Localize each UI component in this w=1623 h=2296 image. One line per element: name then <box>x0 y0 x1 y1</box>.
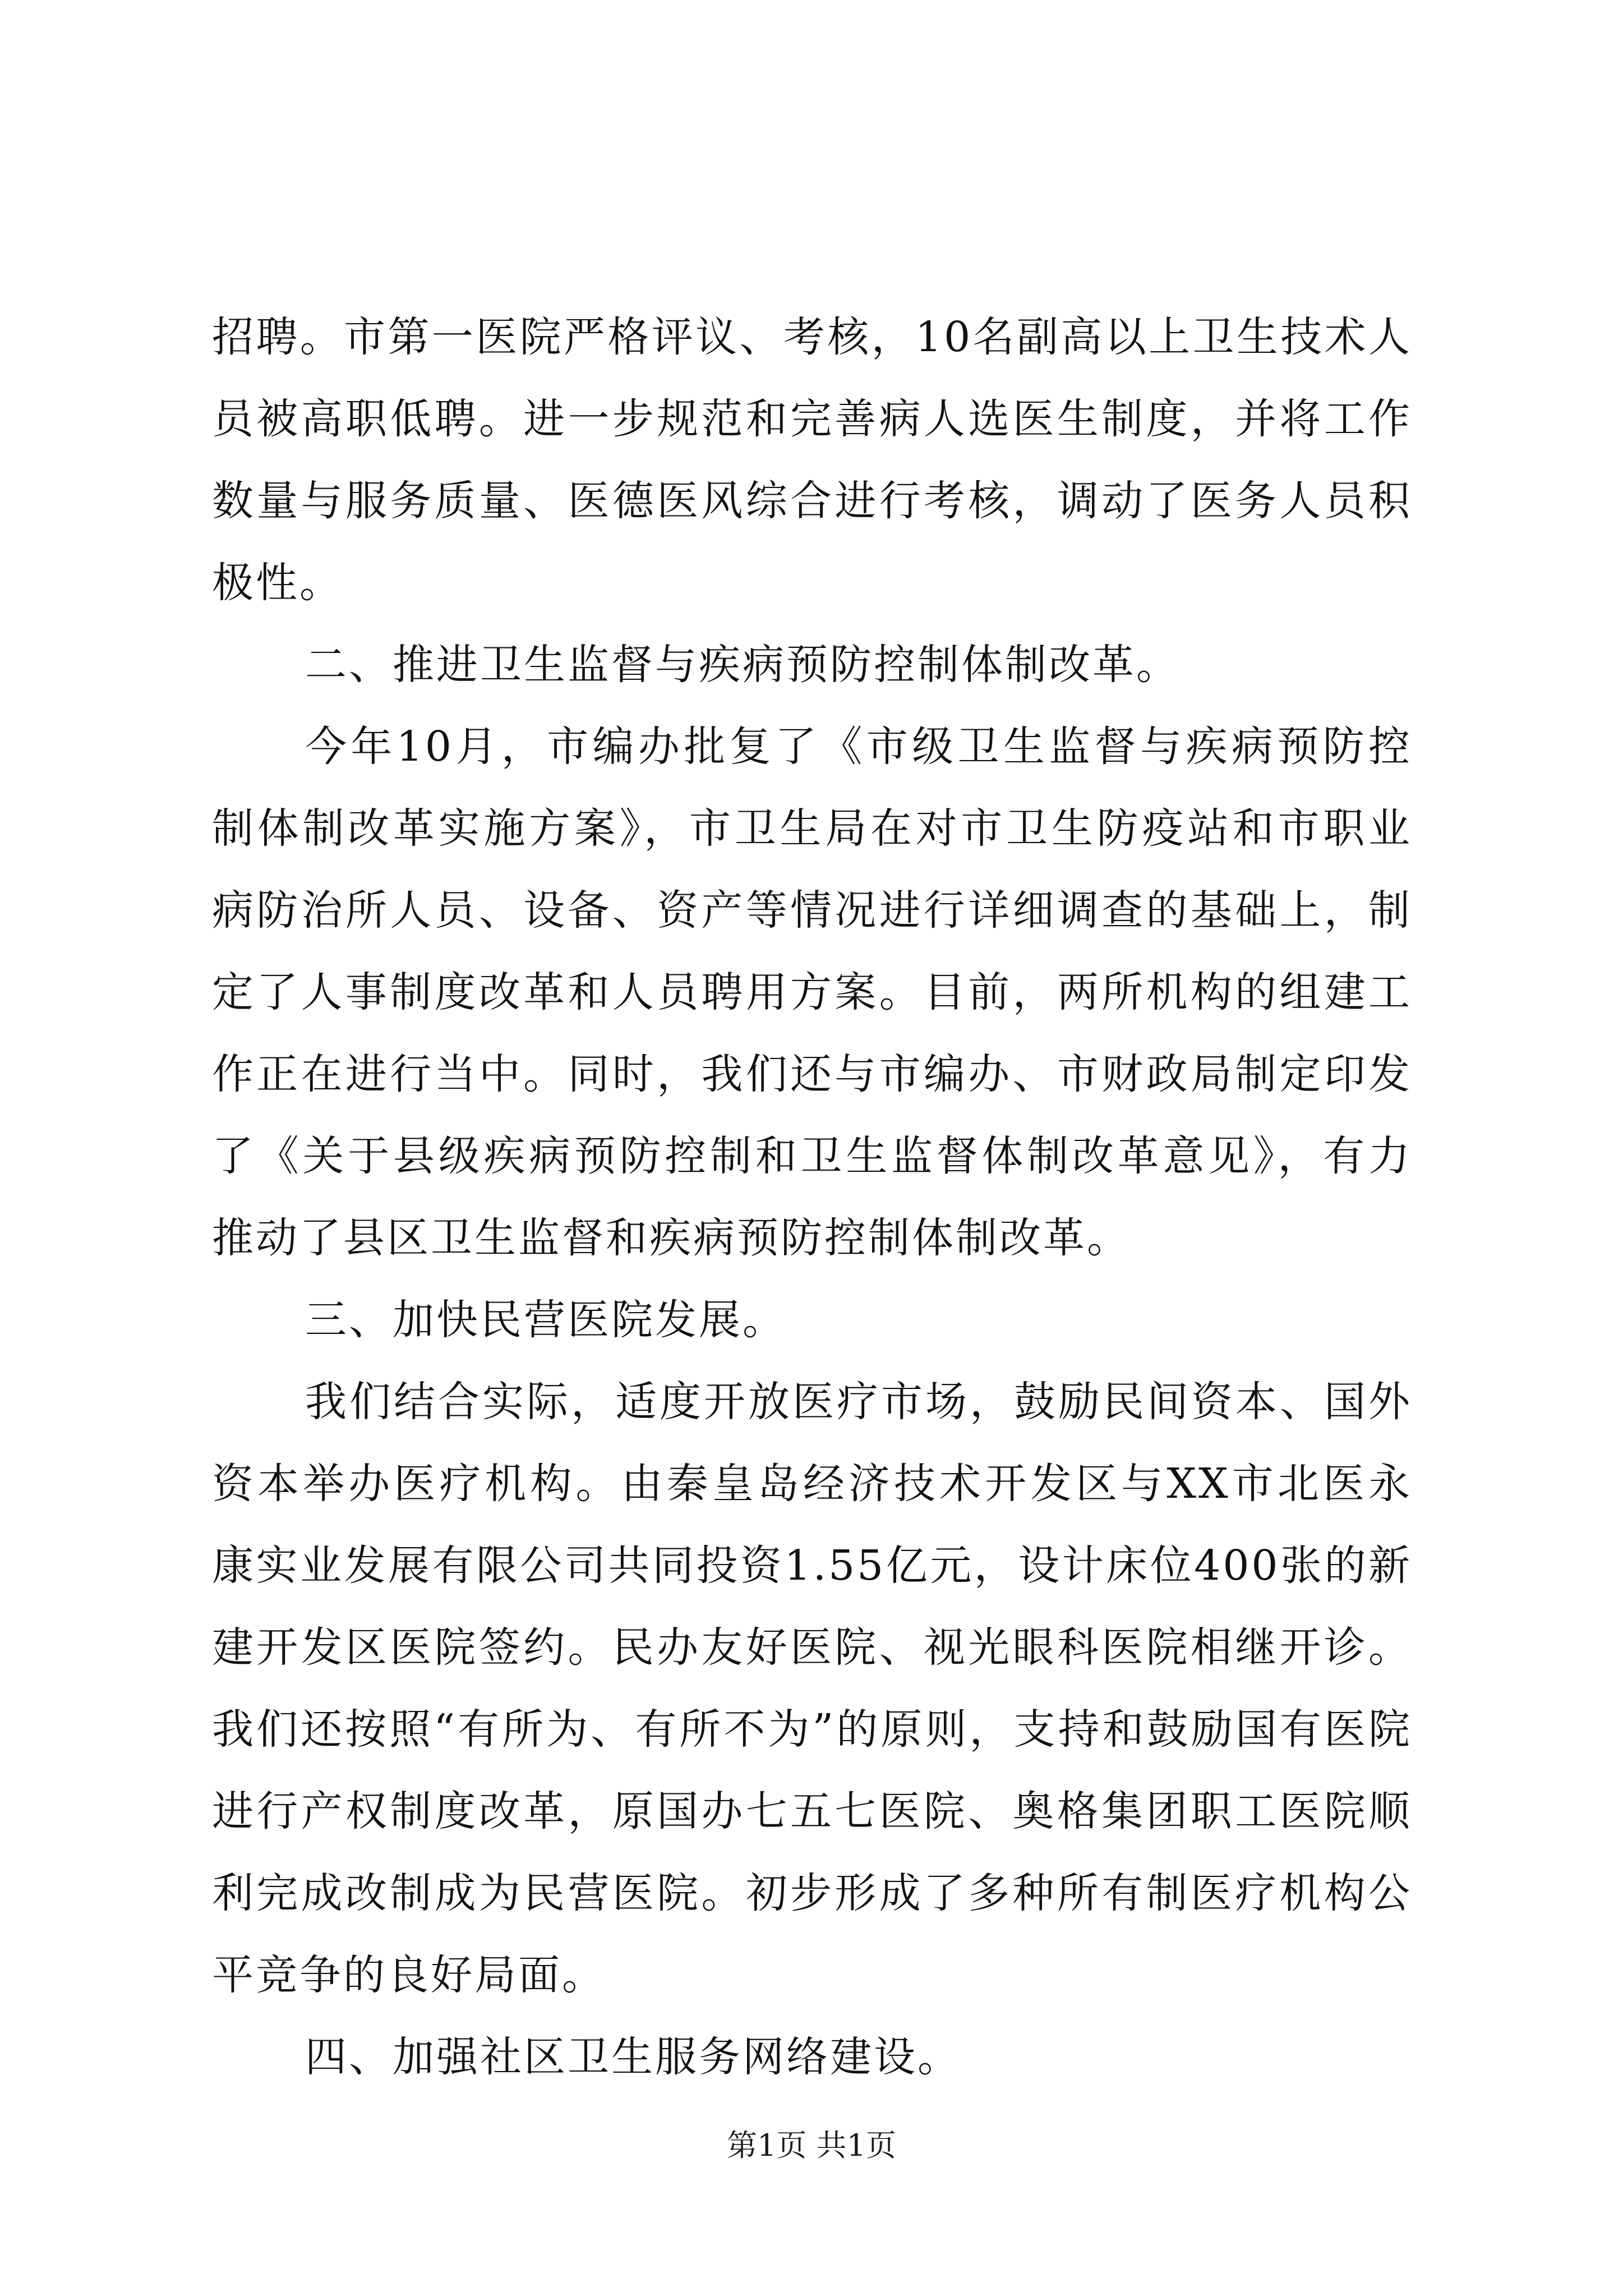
section-heading-3: 三、加快民营医院发展。 <box>305 1296 786 1344</box>
page-footer: 第1页 共1页 <box>727 2128 896 2163</box>
section-heading-4: 四、加强社区卫生服务网络建设。 <box>305 2033 961 2081</box>
paragraph-section-2: 今年10月，市编办批复了《市级卫生监督与疾病预防控制体制改革实施方案》，市卫生局在对市卫生防疫站和市职业病防治所人员、设备、资产等情况进行详细调查的基础上，制定了人事制度改革和人员聘用方案。目前，两所机构的组建工作正在进行当中。同时，我们还与市编办、市财政局制定印发了《关于县级疾病预防控制和卫生监督体制改革意见》，有力推动了县区卫生监督和疾病预防控制体制改革。 <box>212 723 1412 1262</box>
document-body <box>212 296 1412 2098</box>
paragraph-continuation: 招聘。市第一医院严格评议、考核，10名副高以上卫生技术人员被高职低聘。进一步规范和完善病人选医生制度，并将工作数量与服务质量、医德医风综合进行考核，调动了医务人员积极性。 <box>212 313 1412 607</box>
paragraph-section-3: 我们结合实际，适度开放医疗市场，鼓励民间资本、国外资本举办医疗机构。由秦皇岛经济技术开发区与XX市北医永康实业发展有限公司共同投资1.55亿元，设计床位400张的新建开发区医院签约。民办友好医院、视光眼科医院相继开诊。我们还按照“有所为、有所不为”的原则，支持和鼓励国有医院进行产权制度改革，原国办七五七医院、奥格集团职工医院顺利完成改制成为民营医院。初步形成了多种所有制医疗机构公平竞争的良好局面。 <box>212 1378 1412 1999</box>
section-heading-2: 二、推进卫生监督与疾病预防控制体制改革。 <box>305 641 1180 689</box>
